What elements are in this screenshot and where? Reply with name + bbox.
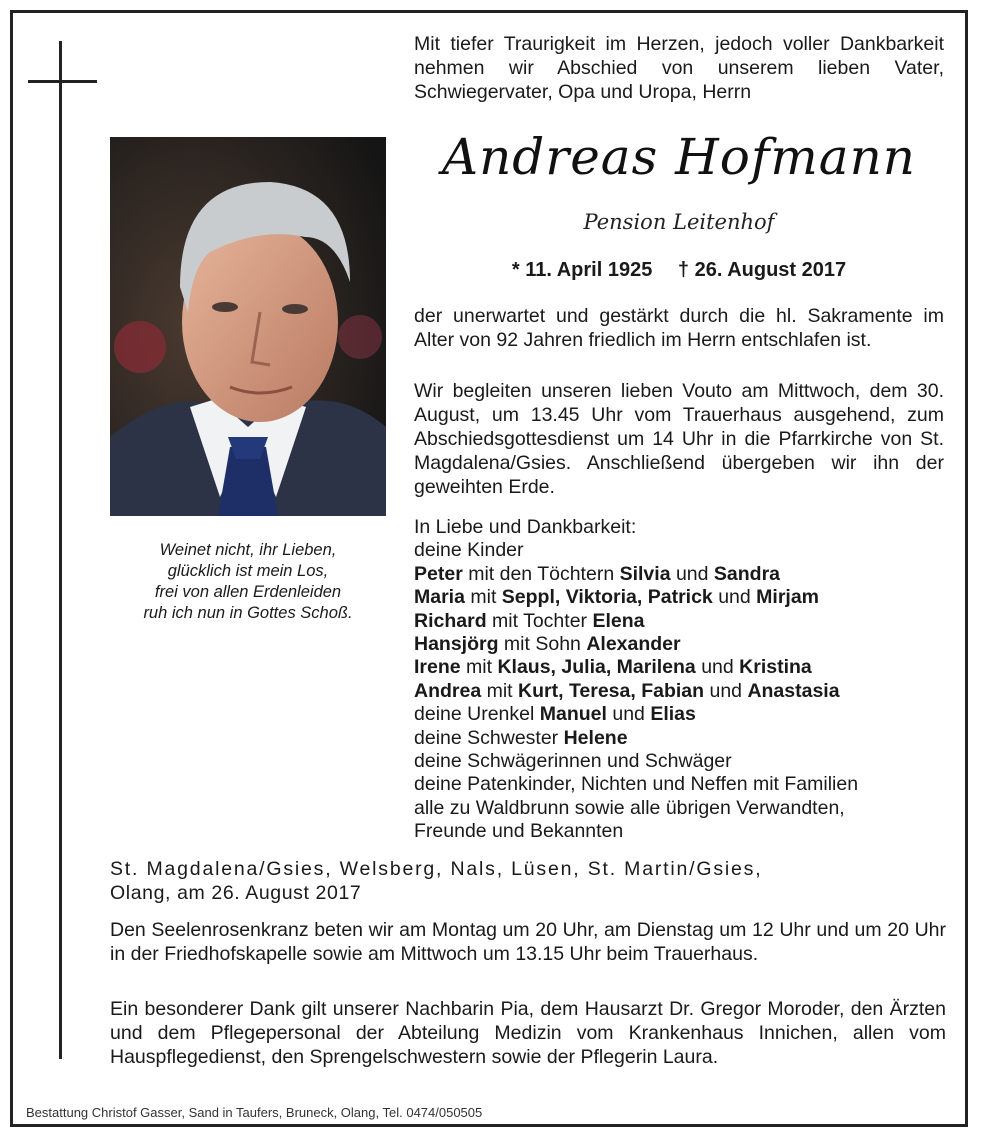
family-line: In Liebe und Dankbarkeit:: [414, 516, 637, 538]
thanks-paragraph: Ein besonderer Dank gilt unserer Nachbarin Pia, dem Hausarzt Dr. Gregor Moroder, den Ärzten und dem Pflegepersonal der Abteilung Medizin vom Krankenhaus Innichen, allen vom Hauspflegedienst, den Sprengelschwestern sowie der Pflegerin Laura.: [110, 998, 946, 1068]
family-line: deine Patenkinder, Nichten und Neffen mit Familien: [414, 773, 859, 796]
cross-horizontal: [28, 80, 97, 83]
quote-line: Weinet nicht, ihr Lieben,: [159, 541, 337, 559]
intro-text: Mit tiefer Traurigkeit im Herzen, jedoch voller Dankbarkeit nehmen wir Abschied von unserem lieben Vater, Schwiegervater, Opa und Uropa, Herrn: [414, 33, 944, 103]
memorial-quote: [110, 540, 386, 624]
mourners-list: [414, 516, 944, 844]
family-line: Peter mit den Töchtern Silvia und Sandra: [414, 562, 781, 585]
place-line: St. Magdalena/Gsies, Welsberg, Nals, Lüsen, St. Martin/Gsies,: [110, 858, 763, 880]
family-line: Richard mit Tochter Elena: [414, 609, 645, 632]
family-line: alle zu Waldbrunn sowie alle übrigen Verwandten,: [414, 796, 845, 819]
deceased-subtitle: Pension Leitenhof: [583, 210, 775, 234]
family-line: deine Schwägerinnen und Schwäger: [414, 750, 732, 773]
cross-vertical: [59, 41, 62, 1059]
funeral-home-footer: Bestattung Christof Gasser, Sand in Taufers, Bruneck, Olang, Tel. 0474/050505: [26, 1105, 483, 1120]
rosary-paragraph: Den Seelenrosenkranz beten wir am Montag um 20 Uhr, am Dienstag um 12 Uhr und um 20 Uhr in der Friedhofskapelle sowie am Mittwoch um 13.15 Uhr beim Trauerhaus.: [110, 919, 946, 965]
life-dates: [414, 259, 944, 282]
place-line: Olang, am 26. August 2017: [110, 882, 362, 904]
family-line: Andrea mit Kurt, Teresa, Fabian und Anastasia: [414, 679, 840, 702]
family-line: deine Urenkel Manuel und Elias: [414, 703, 696, 726]
quote-line: glücklich ist mein Los,: [167, 562, 329, 580]
family-line: deine Kinder: [414, 539, 524, 562]
family-line: Hansjörg mit Sohn Alexander: [414, 633, 681, 656]
quote-line: frei von allen Erdenleiden: [154, 583, 342, 601]
family-line: Irene mit Klaus, Julia, Marilena und Kristina: [414, 656, 812, 679]
portrait-photo: [110, 137, 386, 516]
birth-date: * 11. April 1925: [511, 259, 653, 281]
family-line: deine Schwester Helene: [414, 726, 628, 749]
deceased-name: Andreas Hofmann: [441, 128, 916, 186]
family-line: Maria mit Seppl, Viktoria, Patrick und Mirjam: [414, 586, 820, 609]
funeral-paragraph: Wir begleiten unseren lieben Vouto am Mittwoch, dem 30. August, um 13.45 Uhr vom Trauerhaus ausgehend, zum Abschiedsgottesdienst um 14 Uhr in die Pfarrkirche von St. Magdalena/Gsies. Anschließend übergeben wir ihn der geweihten Erde.: [414, 380, 944, 498]
place-and-date: [110, 857, 946, 905]
family-line: Freunde und Bekannten: [414, 820, 624, 843]
passing-paragraph: der unerwartet und gestärkt durch die hl. Sakramente im Alter von 92 Jahren friedlich im Herrn entschlafen ist.: [414, 305, 944, 351]
quote-line: ruh ich nun in Gottes Schoß.: [143, 604, 353, 622]
death-date: † 26. August 2017: [677, 259, 847, 281]
